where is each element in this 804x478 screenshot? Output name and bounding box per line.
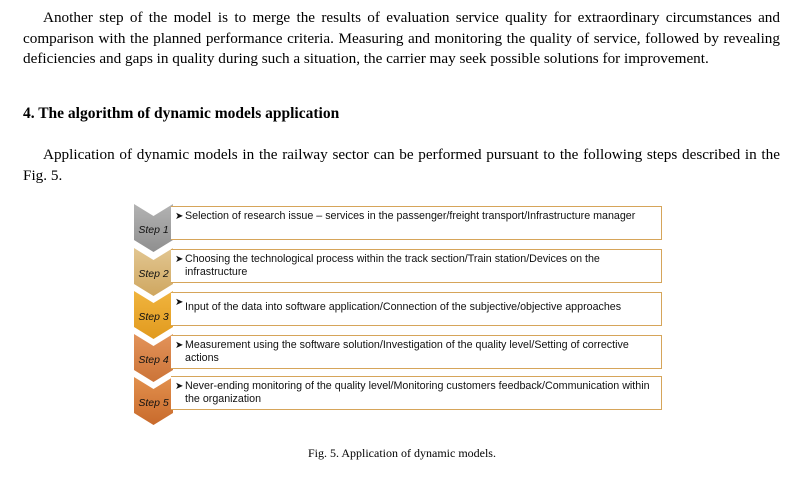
step-2-text: Choosing the technological process within the track section/Train station/Devices on the infrastructure: [185, 253, 600, 278]
body-paragraph-1: Another step of the model is to merge the results of evaluation service quality for extraordinary circumstances and comparison with the planned performance criteria. Measuring and monitoring the quality of service, followed by revealing deficiencies and gaps in quality during such a situation, the carrier may seek possible solutions for improvement.: [23, 9, 780, 67]
dynamic-models-diagram: [134, 204, 666, 430]
section-heading: 4. The algorithm of dynamic models application: [23, 105, 340, 122]
step-3-label: Step 3: [138, 311, 169, 323]
bullet-arrow-icon: ➤: [175, 340, 184, 351]
step-2-box: [171, 249, 662, 283]
bullet-arrow-icon: ➤: [175, 297, 184, 308]
step-1-text: Selection of research issue – services in the passenger/freight transport/Infrastructure manager: [185, 210, 636, 222]
step-4-label: Step 4: [138, 354, 169, 366]
step-2-label: Step 2: [138, 268, 169, 280]
bullet-arrow-icon: ➤: [175, 211, 184, 222]
step-5-label: Step 5: [138, 397, 169, 409]
step-3-box: [171, 292, 662, 326]
step-3-text: Input of the data into software application/Connection of the subjective/objective approaches: [185, 301, 622, 313]
step-1-box: [171, 206, 662, 240]
step-5-box: [171, 376, 662, 410]
step-5-text: Never-ending monitoring of the quality level/Monitoring customers feedback/Communication within the organization: [185, 380, 650, 405]
figure-caption: Fig. 5. Application of dynamic models.: [308, 446, 496, 460]
step-4-box: [171, 335, 662, 369]
step-1-label: Step 1: [138, 224, 169, 236]
body-paragraph-2: Application of dynamic models in the railway sector can be performed pursuant to the following steps described in the Fig. 5.: [23, 146, 780, 184]
bullet-arrow-icon: ➤: [175, 381, 184, 392]
step-4-text: Measurement using the software solution/Investigation of the quality level/Setting of corrective actions: [185, 339, 629, 364]
bullet-arrow-icon: ➤: [175, 254, 184, 265]
